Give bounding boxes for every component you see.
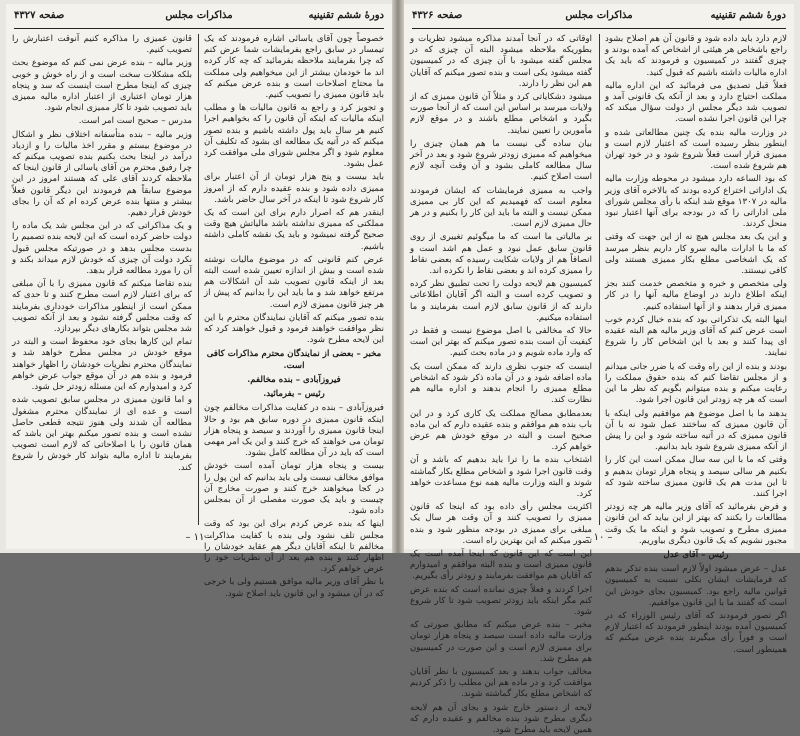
paragraph: اینها که بنده عرض کردم برای این بود که وقت مجلس تلف نشود ولی بنده با کفایت مذاکرات مخالفم تا اینکه آقایان دیگر هم عقاید خودشان را اظهار کنند و بنده هم بعد از آن نظریات خود را عرض خواهم کرد.: [204, 519, 384, 575]
paragraph: وقتی که ما با این سه سال ممکن است این کار را بکنیم هر سالی سیصد و پنجاه هزار تومان بدهیم و تا این مدت هم یک قانون ممیزی ساخته شود که اجرا کنند.: [605, 455, 787, 499]
paragraph: اکثریت مجلس رأی داده بود که اینجا که قانون ممیزی را تصویب کنند و آن وقت هر سال یک مبلغی برای ممیزی در بودجه منظور شود و بنده تصور میکنم که این بهترین راه است.: [410, 502, 592, 546]
right-header-title: مذاکرات مجلس: [565, 10, 633, 21]
right-header-page-number: صفحه ۴۳۲۶: [412, 10, 463, 21]
paragraph: اوقاتی که در آنجا آمدند مذاکره میشود تظریات و بطوریکه ملاحظه میشود البته آن چیزی که در مجلس گفته میشود با آن چیزی که در کمیسیون گفته میشود یکی است و بنده تصور میکنم که آقایان هم این نظر را دارند.: [410, 34, 592, 89]
right-header-rule: [412, 28, 786, 29]
left-page: [6, 4, 392, 599]
left-header-page-number: صفحه ۴۳۲۷: [14, 10, 65, 21]
paragraph: لایحه از دستور خارج شود و بجای آن هم لایحه دیگری مطرح شود بنده مخالفم و عقیده دارم که همین لایحه باید مطرح شود.: [410, 702, 592, 735]
paragraph: بیست و پنجاه هزار تومان آمده است خودش موافق مخالف نیست ولی باید بدانیم که این پول را در کجا میخواهند خرج کنند و صورت مخارج آن چیست و باید یک صورت مفصلی از آن بمجلس داده شود.: [204, 461, 384, 517]
paragraph: در وزارت مالیه بنده یک چنین مطالعاتی شده و اینطور بنظر رسیده است که اعتبار لازم است و ممیزی قرار است فعلاً شروع شود و در خود تهران هم شروع شده است.: [605, 127, 787, 172]
paragraph: و اما قانون ممیزی در مجلس سابق تصویب شده است و عده ای از نمایندگان محترم مشغول مطالعه آن شدند ولی هنوز نتیجه قطعی حاصل نشده است و بنده تصور میکنم بهتر این باشد که همان قانون را با اصلاحاتی که لازم است تصویب بفرمایند تا اداره مالیه بتواند کار خودش را شروع کند.: [12, 395, 192, 473]
paragraph: وزیر مالیه – بنده متأسفانه اختلاف نظر و اشکال در موضوع بیستم و مقرر اخذ مالیات را و ازدیاد درآمد در اینجا بحث بکنیم بنده تصویب میکنم که چرا رفیق محترم من آقای یاسائی از قانون اینجا که ملاحظه کردند آقای علی که هستند امروز در این موضوع سابقاً هم فرمودند این دیگر قانون فعلاً بیشتر و منتها بنده عرض کرده ام که آن را بجای خودش قرار دهیم.: [12, 129, 192, 219]
left-page-header: [14, 10, 384, 26]
paragraph: و یک مذاکراتی که در این مجلس شد یک ماده را دولت حاضر کرده است که این لایحه بنده تصمیم را بدست مجلس بدهد و در صورتیکه مجلس قبول نکرد دولت آن چیزی که خودش لازم میداند بکند و آن را مورد مطالعه قرار بدهد.: [12, 221, 192, 277]
left-header-session: دورهٔ ششم تقنینیه: [308, 10, 384, 21]
paragraph: خصوصاً چون آقای یاسائی اشاره فرمودند که یک تیمسار در سابق راجع بفرمایشات شما عرض کنم که چرا بفرمایند ملاحظه بفرمائید که چه کار کرده اند ما خودمان بیشتر از این میخواهیم ولی مملکت ما محتاج اصلاحات است و بنده عرض میکنم که باید قانون ممیزی را تصویب کنیم.: [204, 34, 384, 101]
speaker-line: رئیس – آقای عدل: [663, 549, 729, 560]
paragraph: بر مالیاتی ما است که ما میگوئیم تغییری از روی قانون سابق عمل نبود و عمل هم اشد است و انصافاً هم از ولایات شکایت رسیده که بعضی نقاط را ممیزی کرده اند و بعضی نقاط را نکرده اند.: [410, 232, 592, 277]
right-page-column-divider: [599, 34, 600, 525]
paragraph: ولی متخصص و خبره و متخصص خدمت کنند بجز اینکه اطلاع دارند در اوضاع مالیه آنها را در کار ممیزی قرار بدهند و از آنها استفاده کنیم.: [605, 279, 787, 312]
paragraph: وزیر مالیه – بنده عرض نمی کنم که موضوع بحث بلکه مشکلات سخت است و از راه خوش و خوبی چیزی که اینجا مطرح است اینست که سد و پنجاه هزار تومان اعتباری از اعتبار اداره مالیه ممیزی باید تصویب شود تا کار ممیزی انجام شود.: [12, 58, 192, 114]
paragraph: بنده تصور میکنم که آقایان نمایندگان محترم با این نظر موافقت خواهند فرمود و قبول خواهند کرد که این لایحه مطرح شود.: [204, 312, 384, 346]
right-page-column-left: [410, 34, 592, 735]
paragraph: اشتخاب بنده ما را ترا باید بدهیم که باشد و آن وقت قانون اجرا شود و اشخاص مطلع بکار گماشته شوند و البته وزارت مالیه همه نوع مساعدت خواهد کرد.: [410, 455, 592, 499]
paragraph: بنده تقاضا میکنم که قانون ممیزی را با آن مبلغی که برای اعتبار لازم است مطرح کنند و تا حدی که ممکن است از اینطور مذاکرات خودداری بفرمایند که وقت مجلس گرفته نشود و بعد از آنکه تصویب شد مجلس بتواند بکارهای دیگر بپردازد.: [12, 279, 192, 335]
paragraph: بدهند ما با اصل موضوع هم موافقیم ولی اینکه با آن قانون ممیزی که ساختند عمل شود نه با آن قانون ممیزی که در آتیه ساخته شود و این را پیش از آنکه ممیزی شروع شود باید بدانیم.: [605, 408, 787, 453]
paragraph: مدرس – صحیح است امر است.: [78, 116, 192, 127]
paragraph: باید بیست و پنج هزار تومان از آن اعتبار برای ممیزی داده شود و بنده عقیده دارم که از امروز کار شروع شود تا اینکه در آخر سال حاضر باشد.: [204, 172, 384, 205]
paragraph: عدل – عرض میشود اولاً لازم است بنده تذکر بدهم که فرمایشات ایشان بکلی نسبت به کمیسیون قوانین مالیه راجع بود. کمیسیون بجای خودش این است که گفتند ما با این قانون موافقیم.: [605, 564, 787, 608]
speaker-line: فیروزآبادی – بنده مخالفم.: [247, 374, 341, 385]
paragraph: میشود دشکایاتی کرد و مثلاً آن قانون ممیزی که از ولایات میرسد بر اساس این است که از آنجا صورت بگیرد و اشخاص مطلع باشند و در موقع لازم مأمورین را تعیین نمایند.: [410, 92, 592, 136]
paragraph: و این یک بعد مجلس هیچ نه از این جهت که وقتی که ما با ادارات مالیه سرو کار داریم بنظر میرسد که یک اشخاصی مطلع بکار ممیزی هستند ولی کافی نیستند.: [605, 232, 787, 277]
paragraph: قانون عمیزی را مذاکره کنیم آنوقت اعتبارش را تصویب کنیم.: [12, 34, 192, 56]
left-header-rule: [14, 28, 384, 29]
paragraph: واجب به ممیزی فرمایشات که ایشان فرمودند معلوم است که فهمیدیم که این کار بی ممیزی ممکن نیست و البته ما باید این کار را بکنیم و در هر حال ممیزی لازم است.: [410, 185, 592, 230]
paragraph: اینقدر هم که اصرار دارم برای این است که یک مملکتی که ممیزی نداشته باشد مالیاتش هیچ وقت صحیح گرفته نمیشود و باید یک نقشه کاملی داشته باشیم.: [204, 208, 384, 252]
paragraph: بعدمطابق مصالح مملکت یک کاری کرد و در این باب بنده هم موافقم و بنده عقیده دارم که این ماده صحیح است و البته در موقع خودش هم عرض خواهم کرد.: [410, 408, 592, 453]
left-page-column-divider: [198, 34, 199, 525]
book-gutter: [392, 0, 404, 553]
left-header-title: مذاکرات مجلس: [165, 10, 233, 21]
paragraph: کمیسیون هم لایحه دولت را تحت تطبیق نظر کرده و تصویب کرده است و البته اگر آقایان اطلاعاتی دارند که از قانون سابق لازم است بفرمایند و ما استفاده میکنیم.: [410, 279, 592, 323]
paragraph: و تجویز کرد و راجع به قانون مالیات ها و مطلب اینکه مالیات که اینکه آن قانون را که بخواهیم اجرا کنیم هر سال باید پول داشته باشیم و بنده تصور میکنم که در آتیه یک مطالعه ای بشود که تکلیف آن معلوم شود و اگر مجلس شورای ملی موافقت کرد عمل بشود.: [204, 103, 384, 170]
paragraph: اینها البته یک تذکراتی بود که بنده خیال کردم خوب است عرض کنم که آقای وزیر مالیه هم البته عقیده ای پیدا کنند و بعد با این اشخاص کار را شروع نمایند.: [605, 314, 787, 359]
paragraph: تمام این کارها بجای خود محفوظ است و البته در موقع خودش در مجلس مطرح خواهد شد و نمایندگان محترم نظریات خودشان را اظهار خواهند فرمود و بنده هم در آن موقع جواب عرض خواهم کرد و امیدوارم که این مسئله زودتر حل شود.: [12, 337, 192, 393]
paragraph: مخالف جواب بدهند و بعد کمیسیون با نظر آقایان موافقت کرد و در ماده هم این مطلب را ذکر کردیم که اشخاص مطلع بکار گماشته شوند.: [410, 666, 592, 700]
speaker-line: مخبر – بعضی از نمایندگان محترم مذاکرات کافی است.: [206, 349, 382, 371]
right-page-folio: – ۱۰ –: [585, 532, 613, 543]
paragraph: بیان ساده گی نیست ما هم همان چیزی را میخواهیم که ممیزی زودتر شروع شود و بعد در آخر سال مطالعه کاملی بشود و آن وقت آنچه لازم است اصلاح کنیم.: [410, 138, 592, 183]
left-page-column-left: [12, 34, 192, 525]
speaker-line: رئیس – بفرمائید.: [263, 389, 325, 400]
paragraph: مخبر – بنده عرض میکنم که مطابق صورتی که وزارت مالیه داده است سیصد و پنجاه هزار تومان برای ممیزی لازم است و این صورت در کمیسیون هم مطرح شد.: [410, 620, 592, 664]
paragraph: و فرض بفرمائید که آقای وزیر مالیه هر چه زودتر مطالعات را بکنند که بهتر از این بیاید که این قانون ممیزی مطرح و تصویب شود و اینکه ما یک وقت مجبور نشویم که یک قانون دیگری بیاوریم.: [605, 502, 787, 546]
paragraph: اینست که جنوب نظری دارند که ممکن است یک ماده اضافه شود و در آن ماده ذکر شود که اشخاص مطلع ممیزی را انجام بدهند و اداره مالیه هم نظارت کند.: [410, 361, 592, 406]
paragraph: این است که این قانون که اینجا آمده است یک قانون ممیزی است و بنده البته موافقم و امیدوارم که آقایان هم موافقت بفرمایند و زودتر رأی بگیریم.: [410, 548, 592, 582]
paragraph: اگر تصور فرمودند که آقای رئیس الوزراء که در کمیسیون آمده بودند اینطور فرمودند که اعتبار لازم است و فوراً رأی میگیرند بنده عرض میکنم که همینطور است.: [605, 610, 787, 655]
right-page-header: [412, 10, 786, 26]
right-page: [404, 4, 794, 735]
paragraph: با نظر آقای وزیر مالیه موافق هستیم ولی با خرجی که در آن میشود و این قانون باید اصلاح شود.: [204, 577, 384, 599]
right-page-column-right: [605, 34, 787, 655]
paragraph: حالا که مخالفی با اصل موضوع نیست و فقط در کیفیت آن است بنده تصور میکنم که بهتر این است که وارد ماده شویم و در ماده بحث کنیم.: [410, 326, 592, 359]
paragraph: لازم دارد باید داده شود و قانون آن هم اصلاح بشود راجع باشخاص هر هیئتی از اشخاص که آمده بودند و چیزی گفتند در کمیسیون و فرمودند که باید یک اداره مالیات داشته باشیم که قبول کنید.: [605, 34, 787, 78]
paragraph: اجرا کردند و فعلاً چیزی نمانده است که بنده عرض کنم مگر اینکه باید زودتر تصویب شود تا کار شروع شود.: [410, 584, 592, 617]
paragraph: فعلاً قبل تصدیق می فرمائید که این اداره مالیه مملکت احتیاج دارد و بعد از آنکه یک قانونی آمد و تصویب شد دیگر مجلس از دولت سؤال میکند که چرا این قانون اجرا نشده است.: [605, 80, 787, 125]
left-page-folio: – ۱۱ –: [185, 532, 213, 543]
right-header-session: دورهٔ ششم تقنینیه: [710, 10, 786, 21]
paragraph: بودند و بنده از این راه وقت که یا ضرر جانی میدانم و از مجلس تقاضا کنم که بنده حقوق مملکت را رعایت میکنم و بنده میتوانم بگویم که نظر ما این است که هر چه زودتر این قانون اجرا شود.: [605, 361, 787, 406]
left-page-column-right: [204, 34, 384, 599]
paragraph: عرض کنم قانونی که در موضوع مالیات نوشته شده است و بیش از اندازه تعیین شده است البته بعد از اینکه قانون تصویب شد آن اشکالات هم مرتفع خواهد شد و ما باید این را بدانیم که پیش از هر چیز قانون ممیزی لازم است.: [204, 254, 384, 310]
paragraph: فیروزآبادی – بنده در کفایت مذاکرات مخالفم چون اینکه قانون ممیزی در دوره سابق هم بود و حالا اینجا قانون ممیزی را آوردند و سیصد و پنجاه هزار تومان می خواهند که خرج کنند و این یک امر مهمی است که باید در آن مطالعه کامل بشود.: [204, 403, 384, 459]
paragraph: که بود الساعه دارد میشود در محوطه وزارت مالیه یک اداراتی اختراع کرده بودند که بالاخره آقای وزیر مالیه در ۱۳۰۷ موقع شد اینکه با رأی مجلس شورای ملی اداراتی را که در بودجه برای آنها اعتبار نبود منحل کردند.: [605, 174, 787, 230]
